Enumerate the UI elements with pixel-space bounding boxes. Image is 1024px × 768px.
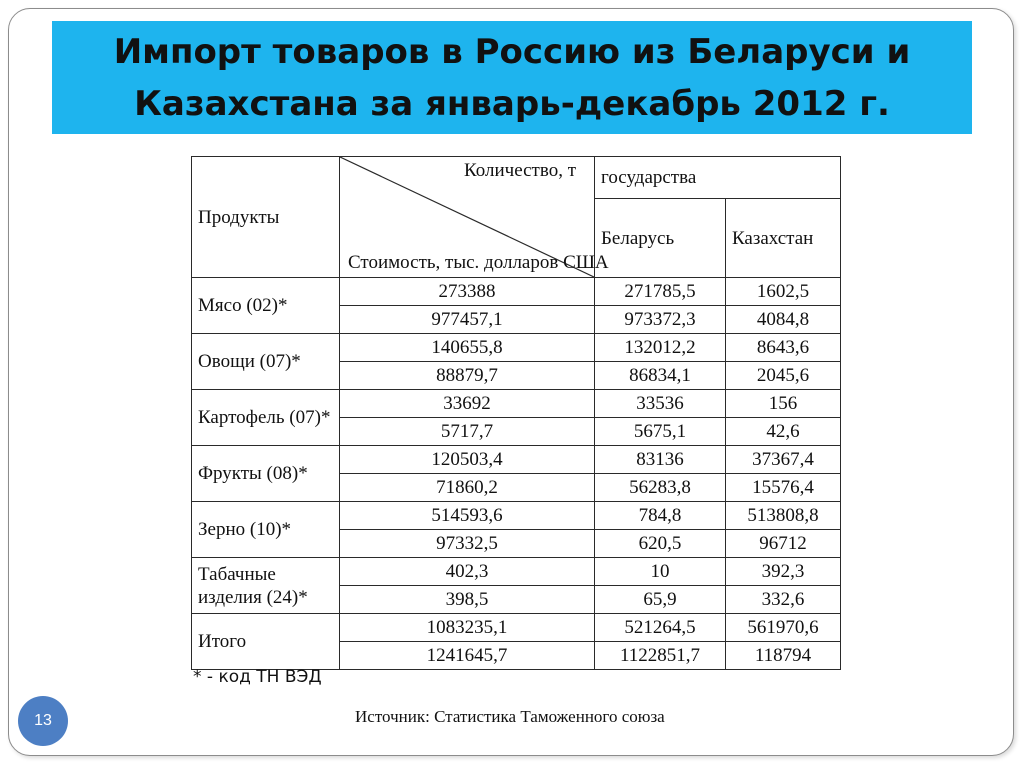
table-row bbox=[192, 334, 841, 362]
cost-cell: 977457,1 bbox=[340, 306, 595, 334]
quantity-cell: 132012,2 bbox=[595, 334, 726, 362]
cost-cell: 5675,1 bbox=[595, 418, 726, 446]
quantity-cell: 1602,5 bbox=[726, 278, 841, 306]
quantity-cell: 784,8 bbox=[595, 502, 726, 530]
product-name: Фрукты (08)* bbox=[192, 446, 340, 502]
header-belarus: Беларусь bbox=[595, 199, 726, 278]
cost-cell: 332,6 bbox=[726, 586, 841, 614]
cost-cell: 4084,8 bbox=[726, 306, 841, 334]
cost-cell: 1241645,7 bbox=[340, 642, 595, 670]
page-number-badge: 13 bbox=[18, 696, 68, 746]
quantity-cell: 521264,5 bbox=[595, 614, 726, 642]
table-row bbox=[192, 278, 841, 306]
table-header-row bbox=[192, 157, 841, 199]
header-kazakhstan: Казахстан bbox=[726, 199, 841, 278]
import-table bbox=[191, 156, 841, 670]
cost-cell: 71860,2 bbox=[340, 474, 595, 502]
cost-cell: 88879,7 bbox=[340, 362, 595, 390]
quantity-cell: 33692 bbox=[340, 390, 595, 418]
quantity-cell: 273388 bbox=[340, 278, 595, 306]
quantity-cell: 1083235,1 bbox=[340, 614, 595, 642]
cost-cell: 398,5 bbox=[340, 586, 595, 614]
quantity-cell: 156 bbox=[726, 390, 841, 418]
cost-cell: 620,5 bbox=[595, 530, 726, 558]
quantity-cell: 561970,6 bbox=[726, 614, 841, 642]
source-note: Источник: Статистика Таможенного союза bbox=[355, 707, 665, 726]
quantity-cell: 402,3 bbox=[340, 558, 595, 586]
slide-title: Импорт товаров в Россию из Беларуси и Казахстана за январь-декабрь 2012 г. bbox=[113, 31, 911, 124]
product-name: Овощи (07)* bbox=[192, 334, 340, 390]
table-row bbox=[192, 502, 841, 530]
cost-cell: 1122851,7 bbox=[595, 642, 726, 670]
quantity-cell: 10 bbox=[595, 558, 726, 586]
quantity-cell: 514593,6 bbox=[340, 502, 595, 530]
header-cost: Стоимость, тыс. долларов США bbox=[348, 252, 609, 273]
quantity-cell: 37367,4 bbox=[726, 446, 841, 474]
table-row bbox=[192, 390, 841, 418]
cost-cell: 96712 bbox=[726, 530, 841, 558]
header-products: Продукты bbox=[192, 157, 340, 278]
quantity-cell: 83136 bbox=[595, 446, 726, 474]
cost-cell: 65,9 bbox=[595, 586, 726, 614]
table-row bbox=[192, 558, 841, 586]
import-table-container bbox=[191, 156, 840, 670]
quantity-cell: 8643,6 bbox=[726, 334, 841, 362]
footnote: * - код ТН ВЭД bbox=[193, 667, 322, 687]
product-name: Зерно (10)* bbox=[192, 502, 340, 558]
title-banner bbox=[52, 21, 972, 134]
cost-cell: 56283,8 bbox=[595, 474, 726, 502]
cost-cell: 86834,1 bbox=[595, 362, 726, 390]
quantity-cell: 120503,4 bbox=[340, 446, 595, 474]
quantity-cell: 513808,8 bbox=[726, 502, 841, 530]
product-name: Табачные изделия (24)* bbox=[192, 558, 340, 614]
header-diagonal-cell bbox=[340, 157, 609, 278]
product-name: Мясо (02)* bbox=[192, 278, 340, 334]
cost-cell: 5717,7 bbox=[340, 418, 595, 446]
quantity-cell: 271785,5 bbox=[595, 278, 726, 306]
quantity-cell: 392,3 bbox=[726, 558, 841, 586]
cost-cell: 97332,5 bbox=[340, 530, 595, 558]
quantity-cell: 33536 bbox=[595, 390, 726, 418]
header-quantity: Количество, т bbox=[464, 160, 576, 181]
cost-cell: 15576,4 bbox=[726, 474, 841, 502]
cost-cell: 2045,6 bbox=[726, 362, 841, 390]
table-row bbox=[192, 446, 841, 474]
product-name: Картофель (07)* bbox=[192, 390, 340, 446]
product-name: Итого bbox=[192, 614, 340, 670]
table-row bbox=[192, 614, 841, 642]
cost-cell: 42,6 bbox=[726, 418, 841, 446]
quantity-cell: 140655,8 bbox=[340, 334, 595, 362]
cost-cell: 973372,3 bbox=[595, 306, 726, 334]
cost-cell: 118794 bbox=[726, 642, 841, 670]
header-states: государства bbox=[595, 157, 841, 199]
